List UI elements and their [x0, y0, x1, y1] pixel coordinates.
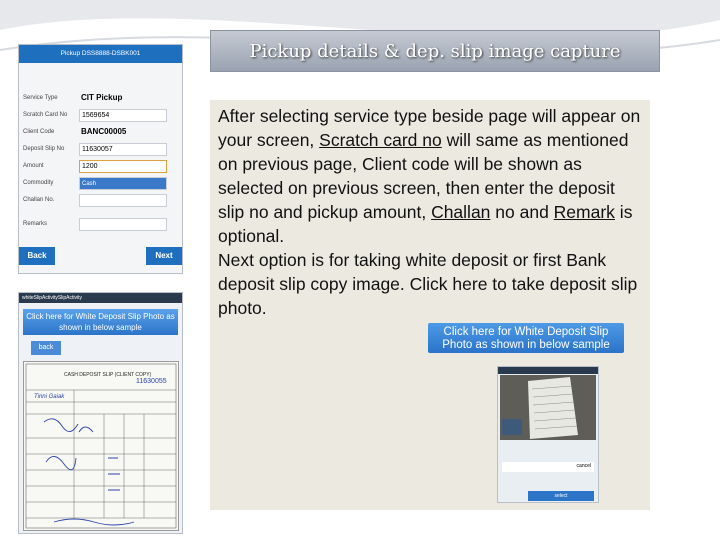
- field-row-remarks: Remarks: [19, 217, 184, 233]
- back-button-small[interactable]: back: [31, 341, 61, 355]
- next-button[interactable]: Next: [146, 247, 182, 265]
- slide-title: Pickup details & dep. slip image capture: [249, 40, 621, 62]
- captured-photo-drawing: [500, 375, 596, 440]
- photo-preview-field: [502, 462, 594, 472]
- field-row-service-type: Service Type CIT Pickup: [19, 91, 184, 107]
- back-button[interactable]: Back: [19, 247, 55, 265]
- field-row-amount: Amount 1200: [19, 159, 184, 175]
- slip-name: Tinni Gaiak: [34, 394, 65, 400]
- captured-photo: [500, 375, 596, 440]
- challan-input[interactable]: [79, 194, 167, 207]
- field-row-commodity: Commodity Cash: [19, 176, 184, 192]
- pickup-form-screen: [18, 44, 183, 274]
- remark-text: Remark: [553, 202, 615, 222]
- field-row-scratch-card: Scratch Card No 1569654: [19, 108, 184, 124]
- slip-title: CASH DEPOSIT SLIP (CLIENT COPY): [64, 372, 152, 378]
- photo-preview-header: [498, 367, 598, 374]
- amount-input[interactable]: 1200: [79, 160, 167, 173]
- pickup-form-header: Pickup DSS8888-DSBK001: [19, 45, 182, 63]
- field-row-client-code: Client Code BANC00005: [19, 125, 184, 141]
- slip-number: 11630055: [136, 378, 167, 385]
- commodity-select[interactable]: Cash: [79, 177, 167, 190]
- remarks-input[interactable]: [79, 218, 167, 231]
- slip-capture-header: whiteSlipActivitySlipActivity: [19, 293, 182, 303]
- field-row-challan: Challan No.: [19, 193, 184, 209]
- field-row-deposit-slip: Deposit Slip No 11630057: [19, 142, 184, 158]
- scratch-card-input[interactable]: 1569654: [79, 109, 167, 122]
- select-photo-button[interactable]: select: [528, 491, 594, 501]
- slide-title-bar: [210, 30, 660, 72]
- deposit-slip-input[interactable]: 11630057: [79, 143, 167, 156]
- challan-text: Challan: [431, 202, 491, 222]
- description-text: After selecting service type beside page will appear on your screen, Scratch card no will same as mentioned on previous page, Client code will be shown as selected on previous screen, then enter the deposit slip no and pickup amount, Challan no and Remark is optional. Next option is for taking white deposit or first Bank deposit slip copy image. Click here to take deposit slip photo.: [218, 106, 641, 318]
- slip-capture-screen: [18, 292, 183, 534]
- deposit-slip-photo: [23, 361, 179, 531]
- client-code-value: BANC00005: [81, 127, 127, 136]
- white-deposit-slip-button-sample[interactable]: Click here for White Deposit Slip Photo as shown in below sample: [428, 323, 624, 353]
- cancel-label[interactable]: cancel: [576, 463, 591, 469]
- photo-preview-screen: [497, 366, 599, 503]
- white-deposit-slip-button[interactable]: Click here for White Deposit Slip Photo as shown in below sample: [23, 309, 178, 335]
- scratch-card-link: Scratch card no: [319, 130, 442, 150]
- slip-grid-drawing: [24, 362, 178, 530]
- service-type-value: CIT Pickup: [81, 93, 123, 102]
